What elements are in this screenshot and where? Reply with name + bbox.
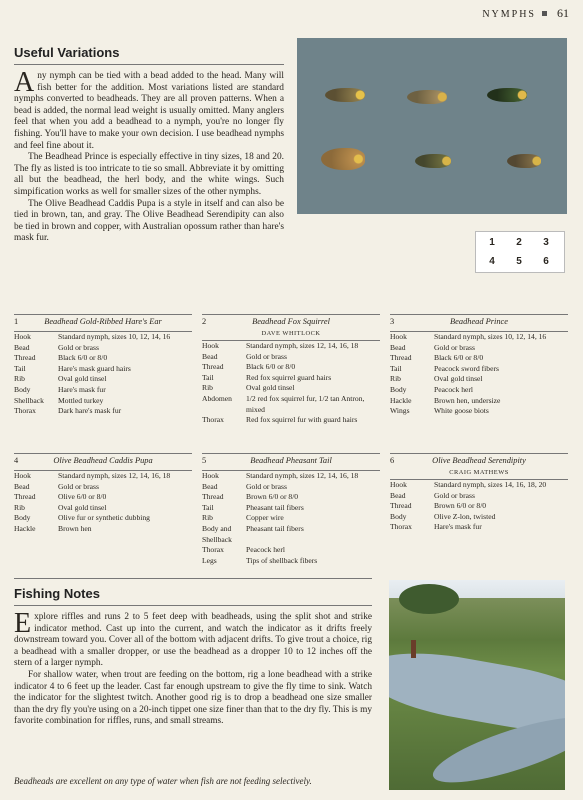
material-value: Standard nymph, sizes 14, 16, 18, 20 bbox=[434, 480, 547, 489]
running-header bbox=[482, 6, 569, 21]
material-label: Hook bbox=[202, 471, 219, 480]
stream-photograph bbox=[389, 580, 565, 790]
material-value: Red fox squirrel fur with guard hairs bbox=[246, 415, 358, 425]
recipe-row bbox=[14, 524, 192, 535]
material-value: 1/2 red fox squirrel fur, 1/2 tan Antron, mixed bbox=[246, 393, 365, 414]
recipe-row bbox=[202, 556, 380, 567]
material-label: Rib bbox=[390, 374, 401, 384]
material-label: Thread bbox=[14, 492, 36, 502]
recipe-row bbox=[390, 332, 568, 343]
recipe-row bbox=[390, 522, 568, 533]
material-label: Body bbox=[390, 384, 407, 394]
recipe-box-4 bbox=[14, 453, 192, 535]
material-label: Hook bbox=[202, 341, 219, 350]
useful-paragraph-1: Any nymph can be tied with a bead added to the head. Many will fish better for the addition. Most variations listed are standard nymphs converted to beadheads. They are all proven patterns. When a bead is added, the normal lead weight is usually omitted. Many anglers feel that when you add a beadhead to a nymph, you're no longer fly fishing. You'll have to make your own decision. I use beadhead nymphs and feel fine about it. bbox=[14, 67, 284, 151]
material-label: Thread bbox=[390, 501, 412, 511]
fly-2-image bbox=[407, 90, 447, 104]
recipe-row bbox=[202, 341, 380, 352]
recipe-title: Beadhead Gold-Ribbed Hare's Ear bbox=[44, 317, 162, 326]
recipe-header bbox=[390, 314, 568, 329]
material-label: Thorax bbox=[390, 522, 412, 532]
recipe-row bbox=[202, 352, 380, 363]
material-value: Pheasant tail fibers bbox=[246, 502, 304, 512]
recipe-row bbox=[390, 364, 568, 375]
recipe-row bbox=[14, 471, 192, 482]
material-label: Legs bbox=[202, 555, 217, 565]
material-label: Body and Shellback bbox=[202, 523, 232, 544]
recipe-row bbox=[202, 373, 380, 384]
fly-1-image bbox=[325, 88, 365, 102]
recipe-row bbox=[390, 353, 568, 364]
material-label: Hackle bbox=[14, 523, 36, 533]
tree-image bbox=[399, 584, 459, 614]
material-label: Body bbox=[14, 384, 31, 394]
recipe-box-2 bbox=[202, 314, 380, 426]
recipe-box-3 bbox=[390, 314, 568, 417]
recipe-row bbox=[14, 492, 192, 503]
material-value: Pheasant tail fibers bbox=[246, 523, 304, 533]
recipe-row bbox=[14, 353, 192, 364]
recipe-row bbox=[14, 343, 192, 354]
material-value: Black 6/0 or 8/0 bbox=[246, 362, 296, 372]
material-value: Peacock herl bbox=[434, 384, 474, 394]
recipe-row bbox=[202, 545, 380, 556]
material-value: Gold or brass bbox=[434, 342, 475, 352]
recipe-row bbox=[390, 396, 568, 407]
material-value: Mottled turkey bbox=[58, 395, 104, 405]
material-label: Hook bbox=[390, 480, 407, 489]
useful-paragraph-3: The Olive Beadhead Caddis Pupa is a style in itself and can also be tied in brown, tan, and gray. The Olive Beadhead Serendipity can also be tied in brown and copper, with Australian opossum rather than hare's mask fur. bbox=[14, 198, 284, 244]
fishing-notes-section bbox=[14, 578, 372, 728]
material-value: Tips of shellback fibers bbox=[246, 555, 318, 565]
material-label: Body bbox=[390, 511, 407, 521]
material-value: Peacock herl bbox=[246, 545, 286, 555]
material-value: Olive 6/0 or 8/0 bbox=[58, 492, 107, 502]
material-label: Bead bbox=[390, 490, 406, 500]
material-value: Oval gold tinsel bbox=[434, 374, 483, 384]
fly-3-image bbox=[487, 88, 527, 102]
key-5: 5 bbox=[516, 256, 522, 267]
angler-figure bbox=[411, 640, 416, 658]
photo-caption: Beadheads are excellent on any type of water when fish are not feeding selectively. bbox=[14, 776, 312, 786]
recipe-header bbox=[14, 314, 192, 329]
recipe-author: CRAIG MATHEWS bbox=[449, 469, 509, 476]
recipe-row bbox=[390, 512, 568, 523]
recipe-row bbox=[202, 415, 380, 426]
recipe-row bbox=[390, 406, 568, 417]
title-rule bbox=[14, 64, 284, 65]
material-label: Thread bbox=[390, 353, 412, 363]
material-label: Tail bbox=[14, 363, 26, 373]
recipe-row bbox=[202, 394, 380, 415]
fishing-paragraph-2: For shallow water, when trout are feeding on the bottom, rig a lone beadhead with a strike indicator 4 to 6 feet up the leader. Cast far enough upstream to give the fly time to sink. Watch the indicator for the slightest twitch. Another good rig is to drop a beadhead one size smaller than the dry fly you're using on a 20-inch tippet one size finer than that to the dry fly. This is my favorite combination for riffles, runs, and small streams. bbox=[14, 669, 372, 727]
recipe-row bbox=[14, 332, 192, 343]
key-2: 2 bbox=[516, 237, 522, 248]
recipe-row bbox=[390, 343, 568, 354]
recipe-row bbox=[202, 362, 380, 373]
recipe-number: 4 bbox=[14, 456, 19, 465]
material-label: Body bbox=[14, 513, 31, 523]
material-value: Black 6/0 or 8/0 bbox=[58, 353, 108, 363]
fishing-paragraph-1: Explore riffles and runs 2 to 5 feet deep with beadheads, using the split shot and strike indicator method. Cast up into the current, and watch the indicator as it drifts freely downstream toward you. Cover all of the bottom with adjacent drifts. To give trout a choice, rig a beadhead with a smaller dropper, or use the beadhead as a dropper 10 to 12 inches off the stern of a larger nymph. bbox=[14, 608, 372, 669]
recipe-row bbox=[14, 513, 192, 524]
material-value: Brown 6/0 or 8/0 bbox=[246, 492, 299, 502]
material-value: Hare's mask fur bbox=[434, 522, 482, 532]
recipe-number: 1 bbox=[14, 317, 19, 326]
material-value: Brown hen bbox=[58, 523, 92, 533]
material-label: Wings bbox=[390, 406, 410, 416]
material-label: Hook bbox=[14, 332, 31, 341]
material-label: Bead bbox=[14, 481, 30, 491]
material-label: Thorax bbox=[14, 406, 36, 416]
recipe-row bbox=[390, 491, 568, 502]
material-value: Brown hen, undersize bbox=[434, 395, 501, 405]
material-value: Dark hare's mask fur bbox=[58, 406, 122, 416]
recipe-title: Beadhead Prince bbox=[450, 317, 508, 326]
title-rule bbox=[14, 605, 372, 606]
material-value: White goose biots bbox=[434, 406, 489, 416]
recipe-row bbox=[14, 396, 192, 407]
fishing-notes-body bbox=[14, 608, 372, 728]
useful-paragraph-2: The Beadhead Prince is especially effective in tiny sizes, 18 and 20. The fly as listed is too intricate to tie so small. Abbreviate it by omitting all but the beadhead, the herl body, and the white wings. Such simpification works as well for smaller sizes of the other nymphs. bbox=[14, 152, 285, 197]
recipe-header bbox=[14, 453, 192, 468]
material-label: Thorax bbox=[202, 415, 224, 425]
material-label: Rib bbox=[14, 502, 25, 512]
recipe-row bbox=[202, 513, 380, 524]
recipe-header bbox=[202, 314, 380, 329]
material-value: Peacock sword fibers bbox=[434, 363, 499, 373]
recipe-row bbox=[202, 383, 380, 394]
material-label: Bead bbox=[202, 351, 218, 361]
fly-6-image bbox=[507, 154, 541, 168]
recipe-row bbox=[390, 374, 568, 385]
material-value: Oval gold tinsel bbox=[58, 374, 107, 384]
section-name: NYMPHS bbox=[482, 9, 536, 20]
drop-cap: E bbox=[14, 608, 32, 639]
recipe-title: Olive Beadhead Serendipity bbox=[432, 456, 526, 465]
material-label: Shellback bbox=[14, 395, 44, 405]
key-3: 3 bbox=[543, 237, 549, 248]
fly-4-image bbox=[321, 148, 365, 170]
recipe-number: 2 bbox=[202, 317, 207, 326]
fly-5-image bbox=[415, 154, 451, 168]
recipe-row bbox=[14, 374, 192, 385]
key-4: 4 bbox=[489, 256, 495, 267]
material-label: Tail bbox=[202, 502, 214, 512]
page-number: 61 bbox=[557, 6, 569, 20]
material-label: Thorax bbox=[202, 545, 224, 555]
material-value: Standard nymph, sizes 10, 12, 14, 16 bbox=[58, 332, 171, 341]
key-6: 6 bbox=[543, 256, 549, 267]
recipe-row bbox=[202, 471, 380, 482]
recipe-row bbox=[202, 503, 380, 514]
recipe-number: 6 bbox=[390, 456, 395, 465]
recipe-row bbox=[390, 480, 568, 491]
recipe-header bbox=[202, 453, 380, 468]
recipe-header bbox=[390, 453, 568, 468]
material-value: Oval gold tinsel bbox=[246, 383, 295, 393]
material-label: Hackle bbox=[390, 395, 412, 405]
material-label: Hook bbox=[390, 332, 407, 341]
recipe-box-5 bbox=[202, 453, 380, 566]
material-value: Hare's mask guard hairs bbox=[58, 363, 131, 373]
drop-cap: A bbox=[14, 67, 35, 98]
material-label: Rib bbox=[14, 374, 25, 384]
material-value: Olive fur or synthetic dubbing bbox=[58, 513, 150, 523]
material-value: Standard nymph, sizes 12, 14, 16, 18 bbox=[58, 471, 171, 480]
recipe-number: 5 bbox=[202, 456, 207, 465]
material-value: Gold or brass bbox=[434, 490, 475, 500]
material-value: Gold or brass bbox=[246, 351, 287, 361]
photo-key bbox=[475, 231, 565, 273]
material-value: Olive Z-lon, twisted bbox=[434, 511, 496, 521]
recipe-row bbox=[202, 524, 380, 545]
material-value: Gold or brass bbox=[246, 481, 287, 491]
material-label: Hook bbox=[14, 471, 31, 480]
recipe-row bbox=[390, 501, 568, 512]
useful-variations-body bbox=[14, 67, 285, 245]
material-value: Gold or brass bbox=[58, 481, 99, 491]
material-label: Bead bbox=[202, 481, 218, 491]
material-label: Tail bbox=[202, 372, 214, 382]
material-label: Thread bbox=[202, 492, 224, 502]
useful-variations-section bbox=[14, 45, 284, 245]
recipe-title: Beadhead Fox Squirrel bbox=[252, 317, 330, 326]
material-value: Standard nymph, sizes 10, 12, 14, 16 bbox=[434, 332, 547, 341]
material-value: Red fox squirrel guard hairs bbox=[246, 372, 332, 382]
key-1: 1 bbox=[489, 237, 495, 248]
material-label: Rib bbox=[202, 383, 213, 393]
material-label: Thread bbox=[14, 353, 36, 363]
recipe-row bbox=[390, 385, 568, 396]
material-value: Copper wire bbox=[246, 513, 284, 523]
material-value: Brown 6/0 or 8/0 bbox=[434, 501, 487, 511]
material-value: Hare's mask fur bbox=[58, 384, 106, 394]
fishing-notes-title: Fishing Notes bbox=[14, 586, 100, 601]
recipe-row bbox=[14, 503, 192, 514]
material-value: Black 6/0 or 8/0 bbox=[434, 353, 484, 363]
material-label: Bead bbox=[14, 342, 30, 352]
recipe-row bbox=[14, 364, 192, 375]
material-label: Tail bbox=[390, 363, 402, 373]
recipe-row bbox=[14, 385, 192, 396]
recipe-row bbox=[14, 406, 192, 417]
material-value: Standard nymph, sizes 12, 14, 16, 18 bbox=[246, 471, 359, 480]
recipe-box-6 bbox=[390, 453, 568, 533]
recipe-author: DAVE WHITLOCK bbox=[261, 330, 321, 337]
material-value: Gold or brass bbox=[58, 342, 99, 352]
material-value: Oval gold tinsel bbox=[58, 502, 107, 512]
recipe-row bbox=[202, 492, 380, 503]
material-label: Bead bbox=[390, 342, 406, 352]
recipe-box-1 bbox=[14, 314, 192, 417]
recipe-row bbox=[202, 482, 380, 493]
material-label: Abdomen bbox=[202, 393, 232, 403]
separator-square-icon bbox=[542, 11, 547, 16]
material-value: Standard nymph, sizes 12, 14, 16, 18 bbox=[246, 341, 359, 350]
useful-variations-title: Useful Variations bbox=[14, 45, 120, 60]
recipe-number: 3 bbox=[390, 317, 395, 326]
recipe-row bbox=[14, 482, 192, 493]
fly-photograph bbox=[297, 38, 567, 214]
material-label: Thread bbox=[202, 362, 224, 372]
material-label: Rib bbox=[202, 513, 213, 523]
recipe-title: Olive Beadhead Caddis Pupa bbox=[53, 456, 153, 465]
recipe-title: Beadhead Pheasant Tail bbox=[250, 456, 332, 465]
section-top-rule bbox=[14, 578, 372, 579]
